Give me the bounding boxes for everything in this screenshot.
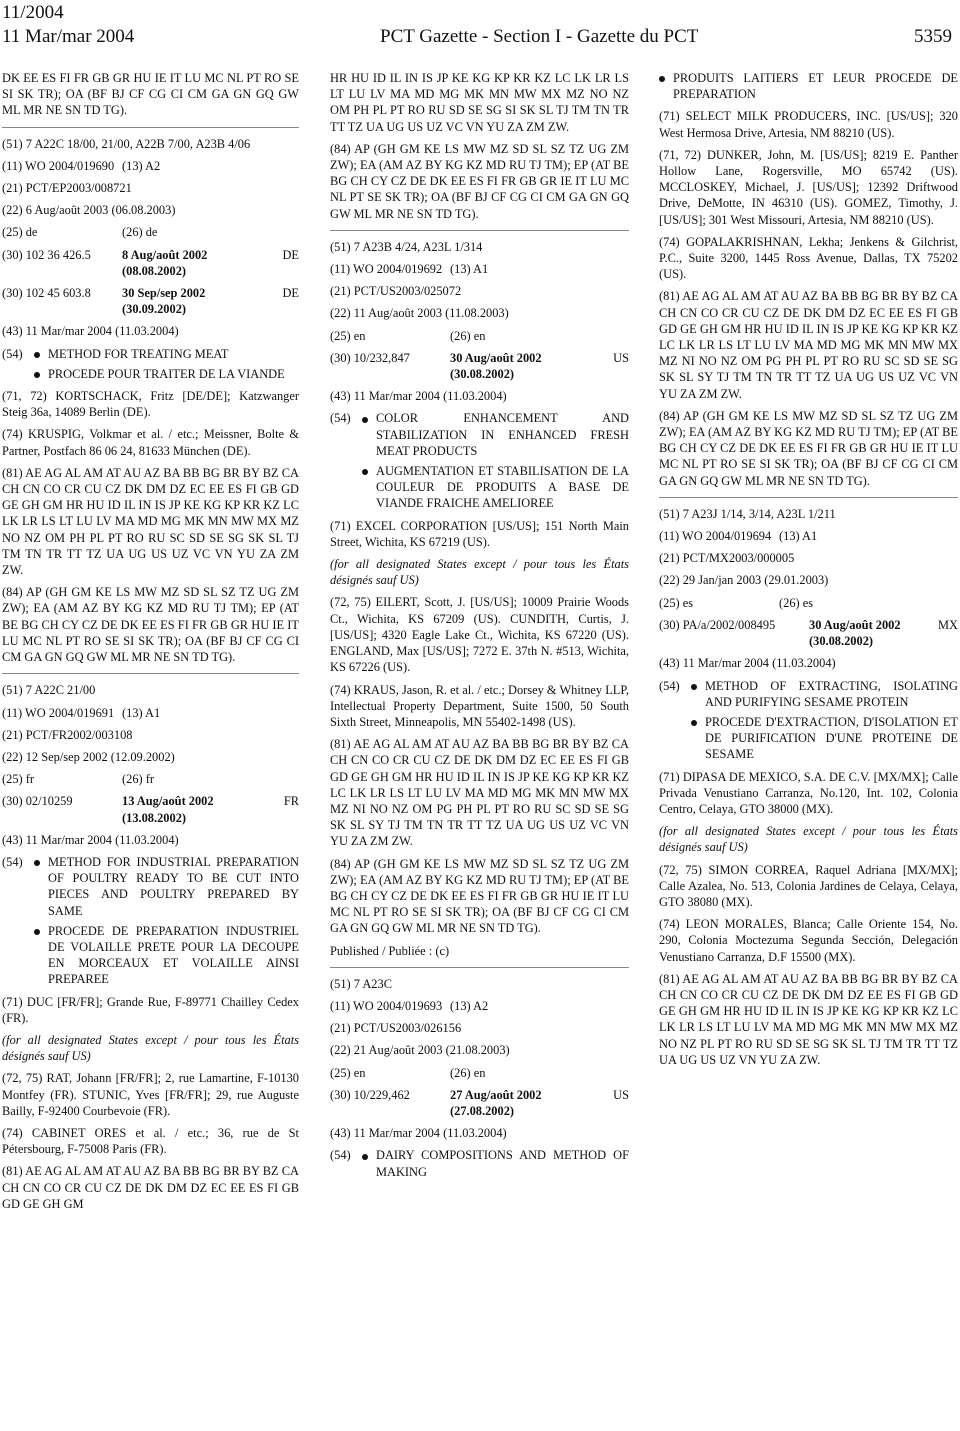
designated-states-81: (81) AE AG AL AM AT AU AZ BA BB BG BR BY BZ CA CH CN CO CR CU CZ DE DK DM DZ EC EE ES FI GB GD GE GH GM HR HU ID IL IN IS JP KE KG KP KR KZ LC LK LR LS LT LU LV MA MD MG MK MN MW MX MZ NI NO NZ OM PG PH PL PT RO RU SC SD SE SG SK SL SY TJ TM TN TR TT TZ UA UG US UZ VC VN YU ZA ZM ZW.: [659, 289, 958, 401]
classification: (51) 7 A22C 18/00, 21/00, A22B 7/00, A23B 4/06: [2, 136, 251, 151]
publication-date: (43) 11 Mar/mar 2004 (11.03.2004): [659, 656, 836, 671]
bullet-icon: [362, 469, 368, 475]
publication-language: (26) fr: [122, 772, 154, 787]
bullet-icon: [691, 684, 697, 690]
title-english: (54) METHOD FOR TREATING MEAT: [2, 346, 229, 361]
application-number: (21) PCT/MX2003/000005: [659, 551, 795, 566]
classification: (51) 7 A23C: [330, 976, 392, 991]
kind-code: (13) A2: [450, 998, 489, 1013]
filing-language: (25) fr: [2, 772, 34, 787]
publication-number: (11) WO 2004/019693: [330, 998, 443, 1013]
inventors: (71, 72) DUNKER, John, M. [US/US]; 8219 E. Panther Hollow Lane, Rogersville, MO 65742 (US). MCCLOSKEY, Michael, J. [US/US]; 12392 Driftwood Drive, DeMotte, IN 46310 (US). GOMEZ, Timothy, J. [US/US]; 301 West Missouri, Artesia, NM 88210 (US).: [659, 147, 958, 227]
priority-country: DE: [282, 286, 299, 301]
priority-row: [2, 285, 299, 317]
priority-number: (30) 02/10259: [2, 794, 73, 809]
title-french: PROCEDE DE PREPARATION INDUSTRIEL DE VOLAILLE PRETE POUR LA DECOUPE EN MORCEAUX ET VOLAILLE AINSI PREPAREE: [34, 923, 299, 988]
column-1: [2, 70, 299, 1218]
bullet-icon: [34, 352, 40, 358]
publication-date: (43) 11 Mar/mar 2004 (11.03.2004): [2, 832, 179, 847]
language-row: [2, 771, 299, 787]
title-french: PROCEDE POUR TRAITER DE LA VIANDE: [34, 366, 299, 382]
title-english: (54) COLOR ENHANCEMENT AND STABILIZATION IN ENHANCED FRESH MEAT PRODUCTS: [330, 411, 629, 458]
title-french: PRODUITS LAITIERS ET LEUR PROCEDE DE PREPARATION: [659, 70, 958, 102]
title-french: AUGMENTATION ET STABILISATION DE LA COULEUR DE PRODUITS A BASE DE VIANDE FRAICHE AMELIOREE: [362, 463, 629, 512]
priority-number: (30) 102 36 426.5: [2, 247, 91, 262]
title-english: (54) DAIRY COMPOSITIONS AND METHOD OF MAKING: [330, 1148, 629, 1179]
classification: (51) 7 A23B 4/24, A23L 1/314: [330, 239, 483, 254]
entry-wo-2004-019691: [2, 682, 299, 1212]
application-number: (21) PCT/FR2002/003108: [2, 727, 133, 742]
filing-language: (25) en: [330, 1065, 366, 1080]
header-page-number: 5359: [914, 26, 952, 47]
page-header: [0, 0, 960, 54]
entry-wo-2004-019692: [330, 239, 629, 959]
header-date: 11 Mar/mar 2004: [2, 26, 135, 47]
designated-states-84: (84) AP (GH GM KE LS MW MZ SD SL SZ TZ UG ZM ZW); EA (AM AZ BY KG KZ MD RU TJ TM); EP (AT BE BG CH CY CZ DE DK EE ES FI FR GB GR HU IE IT LU MC NL PT RO SE SI SK TR); OA (BF BJ CF CG CI CM GA GN GQ GW ML MR NE SN TD TG).: [2, 585, 299, 665]
title-french: PROCEDE D'EXTRACTION, D'ISOLATION ET DE PURIFICATION D'UNE PROTEINE DE SESAME: [691, 714, 958, 763]
priority-date: 13 Aug/août 2002 (13.08.2002): [122, 794, 214, 825]
filing-language: (25) en: [330, 328, 366, 343]
header-year: 11/2004: [2, 2, 64, 23]
language-row: [659, 595, 958, 611]
language-row: [330, 1065, 629, 1081]
title-english: (54) METHOD FOR INDUSTRIAL PREPARATION OF POULTRY READY TO BE CUT INTO PIECES AND POULTRY PREPARED BY SAME: [2, 854, 299, 918]
priority-number: (30) PA/a/2002/008495: [659, 617, 776, 632]
designation-note: (for all designated States except / pour tous les États désignés sauf US): [659, 824, 958, 855]
filing-date: (22) 12 Sep/sep 2002 (12.09.2002): [2, 749, 175, 764]
kind-code: (13) A1: [779, 529, 818, 544]
bullet-icon: [34, 372, 40, 378]
title-english: (54) METHOD OF EXTRACTING, ISOLATING AND PURIFYING SESAME PROTEIN: [659, 678, 958, 709]
application-number: (21) PCT/US2003/026156: [330, 1021, 462, 1036]
applicant: (71) DIPASA DE MEXICO, S.A. DE C.V. [MX/MX]; Calle Privada Venustiano Carranza, No.120, Int. 102, Colonia Centro, Celaya, GTO 38000 (MX).: [659, 769, 958, 816]
designated-states-81: (81) AE AG AL AM AT AU AZ BA BB BG BR BY BZ CA CH CN CO CR CU CZ DE DK DM DZ EC EE ES FI GB GD GE GH GM HR HU ID IL IN IS JP KE KG KP KR KZ LC LK LR LS LT LU LV MA MD MG MK MN MW MX MZ NI NO NZ OM PG PH PL PT RO RU SC SD SE SG SK SL SY TJ TM TN TR TT TZ UA UG US UZ VC VN YU ZA ZM ZW.: [330, 737, 629, 849]
entry-wo-2004-019690: [2, 136, 299, 666]
applicant: (71) DUC [FR/FR]; Grande Rue, F-89771 Chailley Cedex (FR).: [2, 994, 299, 1025]
inventors: (72, 75) SIMON CORREA, Raquel Adriana [MX/MX]; Calle Azalea, No. 513, Colonia Jardines de Celaya, Celaya, GTO 38080 (MX).: [659, 862, 958, 909]
designated-states-84: (84) AP (GH GM KE LS MW MZ SD SL SZ TZ UG ZM ZW); EA (AM AZ BY KG KZ MD RU TJ TM); EP (AT BE BG CH CY CZ DE DK EE ES FI FR GB GR HU IE IT LU MC NL PT RO SE SI SK TR); OA (BF BJ CF CG CI CM GA GN GQ GW ML MR NE SN TD TG).: [330, 856, 629, 936]
column-2: [330, 70, 629, 1184]
designated-states-81: (81) AE AG AL AM AT AU AZ BA BB BG BR BY BZ CA CH CN CO CR CU CZ DE DK DM DZ EE ES FI GB GD GE GH GM HR HU ID IL IN IS JP KE KG KP KR KZ LC LK LR LS LT LU LV MA MD MG MK MN MW MX MZ NO NZ PL PT RO RU SD SE SG SK SL TJ TM TR TT TZ UA UG US UZ VN YU ZA ZW.: [659, 971, 958, 1067]
publication-number-row: [2, 705, 299, 721]
language-row: [2, 224, 299, 240]
publication-number: (11) WO 2004/019692: [330, 262, 443, 277]
header-title: PCT Gazette - Section I - Gazette du PCT: [380, 26, 699, 47]
agent: (74) KRUSPIG, Volkmar et al. / etc.; Meissner, Bolte & Partner, Postfach 86 06 24, 81633 München (DE).: [2, 427, 299, 458]
entry-divider: [2, 127, 299, 128]
bullet-icon: [659, 76, 665, 82]
inventors: (72, 75) RAT, Johann [FR/FR]; 2, rue Lamartine, F-10130 Montfey (FR). STUNIC, Yves [FR/FR]; 29, rue Auguste Bailly, F-92400 Courbevoie (FR).: [2, 1071, 299, 1118]
entry-continuation: DK EE ES FI FR GB GR HU IE IT LU MC NL PT RO SE SI SK TR); OA (BF BJ CF CG CI CM GA GN GQ GW ML MR NE SN TD TG).: [2, 71, 299, 118]
applicant: (71, 72) KORTSCHACK, Fritz [DE/DE]; Katzwanger Steig 36a, 14089 Berlin (DE).: [2, 389, 299, 420]
priority-date: 8 Aug/août 2002 (08.08.2002): [122, 247, 208, 278]
bullet-icon: [34, 929, 40, 935]
publication-language: (26) en: [450, 1065, 486, 1080]
designated-states-81: (81) AE AG AL AM AT AU AZ BA BB BG BR BY BZ CA CH CN CO CR CU CZ DE DK DM DZ EC EE ES FI GB GD GE GH GM: [2, 1164, 299, 1211]
priority-number: (30) 102 45 603.8: [2, 286, 91, 301]
publication-date: (43) 11 Mar/mar 2004 (11.03.2004): [2, 324, 179, 339]
entry-wo-2004-019693: [330, 976, 629, 1180]
priority-row: [2, 247, 299, 279]
bullet-icon: [34, 860, 40, 866]
published-note: Published / Publiée : (c): [330, 943, 450, 958]
filing-date: (22) 29 Jan/jan 2003 (29.01.2003): [659, 573, 829, 588]
entry-divider: [2, 673, 299, 674]
publication-number-row: [2, 158, 299, 174]
publication-number: (11) WO 2004/019691: [2, 705, 115, 720]
designated-states-84: (84) AP (GH GM KE LS MW MZ SD SL SZ TZ UG ZM ZW); EA (AM AZ BY KG KZ MD RU TJ TM); EP (AT BE BG CH CY CZ DE DK EE ES FI FR GB GR HU IE IT LU MC NL PT RO SE SI SK TR); OA (BF BJ CF CG CI CM GA GN GQ GW ML MR NE SN TD TG).: [659, 408, 958, 488]
entry-divider: [330, 230, 629, 231]
publication-number-row: [330, 998, 629, 1014]
application-number: (21) PCT/EP2003/008721: [2, 181, 132, 196]
priority-row: [659, 617, 958, 649]
entry-divider: [330, 967, 629, 968]
publication-language: (26) en: [450, 328, 486, 343]
designated-states-84: (84) AP (GH GM KE LS MW MZ SD SL SZ TZ UG ZM ZW); EA (AM AZ BY KG KZ MD RU TJ TM); EP (AT BE BG CH CY CZ DE DK EE ES FI FR GB GR IE IT LU MC NL PT SE SK TR); OA (BF BJ CF CG CI CM GA GN GQ GW ML MR NE SN TD TG).: [330, 141, 629, 221]
filing-language: (25) de: [2, 225, 38, 240]
publication-number-row: [659, 528, 958, 544]
agent: (74) LEON MORALES, Blanca; Calle Oriente 154, No. 290, Colonia Moctezuma Segunda Sección, Delegación Venustiano Carranza, D.F 15500 (MX).: [659, 917, 958, 964]
entry-divider: [659, 497, 958, 498]
priority-date: 30 Aug/août 2002 (30.08.2002): [450, 350, 542, 382]
publication-language: (26) es: [779, 595, 814, 610]
publication-date: (43) 11 Mar/mar 2004 (11.03.2004): [330, 389, 507, 404]
applicant: (71) SELECT MILK PRODUCERS, INC. [US/US]; 320 West Hermosa Drive, Artesia, NM 88210 (US).: [659, 109, 958, 140]
agent: (74) KRAUS, Jason, R. et al. / etc.; Dorsey & Whitney LLP, Intellectual Property Department, Suite 1500, 50 South Sixth Street, Minneapolis, MN 55402-1498 (US).: [330, 682, 629, 729]
publication-language: (26) de: [122, 225, 158, 240]
priority-row: [2, 793, 299, 825]
filing-date: (22) 11 Aug/août 2003 (11.08.2003): [330, 306, 509, 321]
priority-country: DE: [282, 247, 299, 262]
priority-country: US: [613, 1087, 629, 1102]
kind-code: (13) A1: [450, 262, 489, 277]
priority-country: FR: [283, 794, 299, 809]
agent: (74) GOPALAKRISHNAN, Lekha; Jenkens & Gilchrist, P.C., Suite 3200, 1445 Ross Avenue, Dallas, TX 75202 (US).: [659, 234, 958, 282]
bullet-icon: [362, 1154, 368, 1160]
agent: (74) CABINET ORES et al. / etc.; 36, rue de St Pétersbourg, F-75008 Paris (FR).: [2, 1125, 299, 1157]
priority-date: 30 Aug/août 2002 (30.08.2002): [809, 617, 901, 649]
bullet-icon: [691, 720, 697, 726]
designation-note: (for all designated States except / pour tous les États désignés sauf US): [330, 557, 629, 588]
priority-row: [330, 350, 629, 382]
filing-date: (22) 21 Aug/août 2003 (21.08.2003): [330, 1043, 510, 1058]
priority-number: (30) 10/229,462: [330, 1087, 410, 1102]
priority-country: US: [613, 350, 629, 365]
classification: (51) 7 A23J 1/14, 3/14, A23L 1/211: [659, 506, 836, 521]
publication-number: (11) WO 2004/019690: [2, 158, 115, 173]
kind-code: (13) A1: [122, 705, 161, 720]
priority-row: [330, 1087, 629, 1119]
priority-date: 27 Aug/août 2002 (27.08.2002): [450, 1087, 542, 1118]
priority-date: 30 Sep/sep 2002 (30.09.2002): [122, 286, 206, 317]
priority-number: (30) 10/232,847: [330, 350, 410, 365]
kind-code: (13) A2: [122, 158, 161, 173]
filing-date: (22) 6 Aug/août 2003 (06.08.2003): [2, 203, 176, 218]
entry-continuation: HR HU ID IL IN IS JP KE KG KP KR KZ LC LK LR LS LT LU LV MA MD MG MK MN MW MX MZ NO NZ OM PH PL PT RO RU SD SE SG SI SK SL TJ TM TN TR TT TZ UA UG US UZ VC VN YU ZA ZM ZW.: [330, 71, 629, 134]
designated-states-81: (81) AE AG AL AM AT AU AZ BA BB BG BR BY BZ CA CH CN CO CR CU CZ DK DM DZ EC EE ES FI GB GD GE GH GM HR HU ID IL IN IS JP KE KG KP KR KZ LC LK LR LS LT LU LV MA MD MG MK MN MW MX MZ NO NZ OM PH PL PT RO RU SC SD SE SG SK SL TJ TM TN TR TT TZ UA UG US UZ VC VN YU ZA ZM ZW.: [2, 465, 299, 578]
classification: (51) 7 A22C 21/00: [2, 683, 96, 698]
designation-note: (for all designated States except / pour tous les États désignés sauf US): [2, 1032, 299, 1064]
entry-wo-2004-019694: [659, 506, 958, 1068]
filing-language: (25) es: [659, 595, 694, 610]
publication-date: (43) 11 Mar/mar 2004 (11.03.2004): [330, 1126, 507, 1141]
application-number: (21) PCT/US2003/025072: [330, 284, 462, 299]
bullet-icon: [362, 417, 368, 423]
publication-number-row: [330, 261, 629, 277]
inventors: (72, 75) EILERT, Scott, J. [US/US]; 10009 Prairie Woods Ct., Wichita, KS 67209 (US). CUNDITH, Curtis, J. [US/US]; 4320 Eagle Lake Ct., Wichita, KS 67220 (US). ENGLAND, Max [US/US]; 7272 E. 37th N. #513, Wichita, KS 67226 (US).: [330, 595, 629, 675]
column-3: [659, 70, 958, 1074]
applicant: (71) EXCEL CORPORATION [US/US]; 151 North Main Street, Wichita, KS 67219 (US).: [330, 518, 629, 549]
priority-country: MX: [938, 617, 958, 632]
language-row: [330, 328, 629, 344]
publication-number: (11) WO 2004/019694: [659, 529, 772, 544]
